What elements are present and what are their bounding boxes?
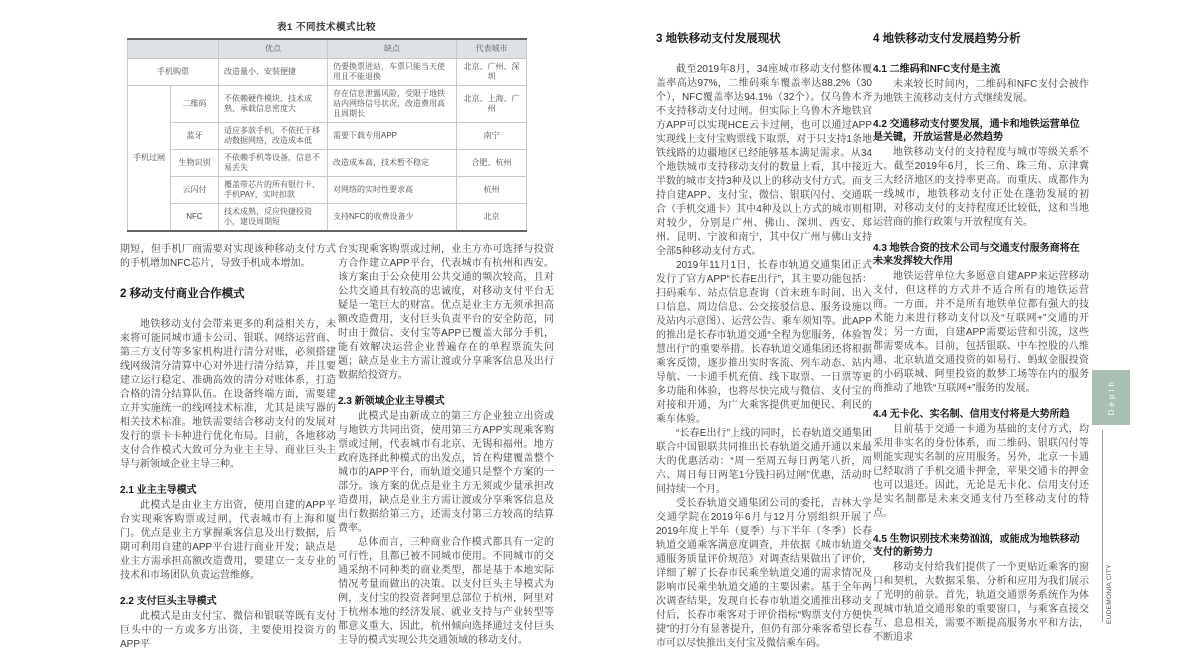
subsection-heading: 2.3 新领域企业主导模式 <box>338 396 445 407</box>
paragraph: 期短，但手机厂商需要对实现该种移动支付方式的手机增加NFC芯片，导致手机成本增加。 <box>120 244 336 269</box>
subsection-heading: 4.2 交通移动支付要发展，通卡和地铁运营单位是关键，开放运营是必然趋势 <box>873 119 1080 143</box>
paragraph: 地铁移动支付的支持程度与城市等级关系不大。截至2019年6月，长三角、珠三角、京津冀三大经济地区的支持率更高。而重庆、成都作为一线城市，地铁移动支付正处在蓬勃发展的初期，对移动支付的支持程度还比较低，这和当地运营商的推行政策与开放程度有关。 <box>873 147 1089 228</box>
cell-mode: 生物识别 <box>171 150 219 177</box>
cell-cities: 杭州 <box>457 177 527 204</box>
paragraph: 受长春轨道交通集团公司的委托，吉林大学交通学院在2019年6月与12月分别组织开展了2019年度上半年（夏季）与下半年（冬季）长春轨道交通乘客满意度调查，并依据《城市轨道交通服务质量评价规范》对调查结果做出了评价，详细了解了长春市民乘坐轨道交通的需求情况及影响市民乘坐轨道交通的主要因素。基于全年两次调查结果，发现自长春市轨道交通推出移动支付后，长春市乘客对于评价指标“购票支付方便快捷”的打分有显著提升，但仍有部分乘客希望长春市可以尽快推出支付宝及微信乘车码。 <box>656 498 872 649</box>
depth-section-tab <box>1092 370 1130 425</box>
header-pros: 优点 <box>219 39 328 59</box>
text-column-1 <box>120 243 336 652</box>
cell-cities: 北京、广州、深圳 <box>457 59 527 86</box>
table-row <box>128 86 527 123</box>
text-column-2 <box>338 243 554 648</box>
subsection-heading: 2.2 支付巨头主导模式 <box>120 596 217 607</box>
paragraph: 目前基于交通一卡通为基础的支付方式，均采用非实名的身份体系，而二维码、银联闪付等则能实现实名制的应用服务。另外，北京一卡通已经取消了手机交通卡押金，苹果交通卡的押金也可以退还。因此，无论是无卡化、信用支付还是实名制都是未来交通支付乃至移动支付的特点。 <box>873 424 1089 519</box>
cell-mode: 云闪付 <box>171 177 219 204</box>
paragraph: 台实现乘客购票或过闸，业主方亦可选择与投资方合作建立APP平台，代表城市有杭州和西安。该方案由于公众使用公共交通的频次较高，且对公共交通具有较高的忠诚度，对移动支付平台无疑是一笔巨大的财富。优点是业主方无须承担高额改造费用，支付巨头负责平台的安全防范，同时由于微信、支付宝等APP已覆盖大部分手机，能有效解决运营企业普遍存在的单程票流失问题；缺点是业主方需让渡或分享乘客信息及出行数据给投资方。 <box>338 244 554 381</box>
table-row <box>128 123 527 150</box>
cell-mode: 二维码 <box>171 86 219 123</box>
table-header-row <box>128 39 527 59</box>
corner-cell <box>128 39 219 59</box>
cell-cons: 对网络的实时性要求高 <box>328 177 457 204</box>
cell-mode: 蓝牙 <box>171 123 219 150</box>
magazine-footer-label: EUDEMONIA CITY <box>1106 564 1113 624</box>
paragraph: 移动支付给我们提供了一个更贴近乘客的窗口和契机，大数据采集、分析和应用为我们展示了光明的前景。首先，轨道交通票务系统作为体现城市轨道交通形象的重要窗口，与乘客直接交互、息息相关，需要不断提高服务水平和方法，不断追求 <box>873 562 1089 643</box>
cell-pros: 不依赖硬件模块、技术成熟、承载信息密度大 <box>219 86 328 123</box>
subsection-heading: 4.1 二维码和NFC支付是主流 <box>873 64 1001 75</box>
cell-cities: 合肥、杭州 <box>457 150 527 177</box>
cell-cons: 需要下载专用APP <box>328 123 457 150</box>
cell-cons: 改造成本高，技术暂不稳定 <box>328 150 457 177</box>
paragraph: 截至2019年8月，34座城市移动支付整体覆盖率高达97%，二维码乘车覆盖率达88.2%（30个），NFC覆盖率达94.1%（32个）。仅乌鲁木齐不支持移动支付过闸。但实际上乌鲁木齐地铁官方APP可以实现HCE云卡过闸，也可以通过APP实现线上支付宝购票线下取票，对于只支持1条地铁线路的边疆地区已经能够基本满足需求。从34个地铁城市支持移动支付的数量上看，其中接近半数的城市支持3种及以上的移动支付方式。而支持自建APP、支付宝、微信、银联闪付、交通联合（手机交通卡）其中4种及以上方式的城市则相对较少，分别是广州、佛山、深圳、西安、郑州、昆明、宁波和南宁，其中仅广州与佛山支持全部5种移动支付方式。 <box>656 64 872 257</box>
header-cities: 代表城市 <box>457 39 527 59</box>
paragraph: 此模式是由支付宝、微信和银联等既有支付巨头中的一方或多方出资，主要使用投资方的APP平 <box>120 611 336 650</box>
cell-mode: NFC <box>171 204 219 232</box>
subsection-heading: 4.4 无卡化、实名制、信用支付将是大势所趋 <box>873 409 1070 420</box>
cell-pros: 适应多款手机，不依托于移动数据网络，改造成本低 <box>219 123 328 150</box>
paragraph: 未来较长时间内，二维码和NFC支付会被作为地铁主流移动支付方式继续发展。 <box>873 79 1089 104</box>
paragraph: 此模式是由业主方出资，使用自建的APP平台实现乘客购票或过闸，代表城市有上海和厦门。优点是业主方掌握乘客信息及出行数据，后期可利用自建的APP平台进行商业开发；缺点是业主方需承担高额改造费用，要建立一支专业的技术和市场团队负责运营维修。 <box>120 500 336 581</box>
table-title: 表1 不同技术模式比较 <box>277 22 376 33</box>
cell-mode: 手机购票 <box>128 59 219 86</box>
paragraph: 此模式是由新成立的第三方企业独立出资或与地铁方共同出资，使用第三方APP实现乘客购票或过闸，代表城市有北京、无锡和福州。地方政府选择此种模式的出发点，旨在构建覆盖整个城市的APP平台，而轨道交通只是整个方案的一部分。该方案的优点是业主方无须或少量承担改造费用，缺点是业主方需让渡或分享乘客信息及出行数据给第三方，还需支付第三方较高的结算费率。 <box>338 411 554 534</box>
subsection-heading: 4.5 生物识别技术来势汹汹，或能成为地铁移动支付的新势力 <box>873 534 1080 558</box>
text-column-4 <box>873 31 1089 645</box>
table-row <box>128 177 527 204</box>
comparison-table <box>127 38 527 232</box>
cell-cons: 存在信息泄露风险，受限于地铁站内网络信号状况，改造费用高且周期长 <box>328 86 457 123</box>
cell-pros: 不依赖手机等设备，信息不易丢失 <box>219 150 328 177</box>
table-row <box>128 204 527 232</box>
table-row <box>128 59 527 86</box>
cell-cities: 南宁 <box>457 123 527 150</box>
header-cons: 缺点 <box>328 39 457 59</box>
cell-cons: 支持NFC的收费设备少 <box>328 204 457 232</box>
cell-pros: 改造量小、安装便捷 <box>219 59 328 86</box>
paragraph: 总体而言，三种商业合作模式都具有一定的可行性，且都已被不同城市使用。不同城市的交通采纳不同种类的商业类型，都是基于本地实际情况考量而做出的决策。以支付巨头主导模式为例，支付宝的投资者阿里总部位于杭州，阿里对于杭州本地的经济发展、就业支持与产业转型等都意义重大，因此，杭州倾向选择通过支付巨头主导的模式实现公共交通领域的移动支付。 <box>338 537 554 646</box>
subsection-heading: 2.1 业主主导模式 <box>120 485 197 496</box>
paragraph: 2019年11月1日，长春市轨道交通集团正式发行了官方APP“长春E出行”，其主要功能包括：扫码乘车、站点信息查询（首末班车时间、出入口信息、周边信息、公交接驳信息、服务设施以及站内示意图）、运营公告、乘车须知等。此APP的推出是长春市轨道交通“全程为您服务，体验智慧出行”的重要举措。长春轨道交通集团还将根据乘客反馈，逐步推出实时客流、列车动态、站内导航、一卡通手机充值、线下取票、一日票等更多功能和体验，也将尽快完成与微信、支付宝的对接和开通，为广大乘客提供更加便民、利民的乘车体验。 <box>656 260 872 425</box>
margin-rule <box>1102 430 1103 622</box>
cell-pros: 覆盖带芯片的所有银行卡、手机PAY，实时扣款 <box>219 177 328 204</box>
section-heading: 2 移动支付商业合作模式 <box>120 288 245 300</box>
paragraph: 地铁移动支付会带来更多的利益相关方，未来将可能同城市通卡公司、银联、网络运营商、第三方支付等多家机构进行清分对账，必须搭建线网级清分清算中心对外进行清分结算，并且要建立运行稳定、准确高效的清分对账体系，打造合格的清分结算队伍。在设备终端方面，需要建立并实施统一的线网技术标准，尤其是读写器的相关技术标准。地铁需要结合移动支付的发展对发行的票卡卡种进行优化布局。目前，各地移动支付合作模式大致可分为业主主导、商业巨头主导与新领域企业主导三种。 <box>120 319 336 470</box>
cell-group: 手机过闸 <box>128 86 171 232</box>
cell-pros: 技术成熟，反应快捷投资小，建设周期短 <box>219 204 328 232</box>
cell-cons: 仍要换票进站，车票只能当天使用且不能退换 <box>328 59 457 86</box>
depth-tab-label: Depth <box>1106 379 1116 416</box>
text-column-3 <box>656 31 872 651</box>
cell-cities: 北京、上海、广州 <box>457 86 527 123</box>
subsection-heading: 4.3 地铁合资的技术公司与交通支付服务商将在未来发挥较大作用 <box>873 243 1080 267</box>
table-row <box>128 150 527 177</box>
paragraph: 地铁运营单位大多愿意自建APP来运营移动支付，但这样的方式并不适合所有的地铁运营商。一方面，并不是所有地铁单位都有强大的技术能力来进行移动支付以及“互联网+”交通的开发；另一方面，自建APP需要运营和引流，这些都需要成本。目前，包括银联、中车控股的八维通、北京轨道交通投资的如易行、蚂蚁金服投资的小码联城、阿里投资的数梦工场等在内的服务商推动了地铁“互联网+”服务的发展。 <box>873 271 1089 394</box>
cell-cities: 北京 <box>457 204 527 232</box>
section-heading: 4 地铁移动支付发展趋势分析 <box>873 33 1021 45</box>
paragraph: “长春E出行”上线的同时，长春轨道交通集团联合中国银联共同推出长春轨道交通开通以来最大的优惠活动：“周一至周五每日两笔八折，周六、周日每日两笔1分钱扫码过闸”优惠，活动时间持续一个月。 <box>656 428 872 495</box>
section-heading: 3 地铁移动支付发展现状 <box>656 33 781 45</box>
